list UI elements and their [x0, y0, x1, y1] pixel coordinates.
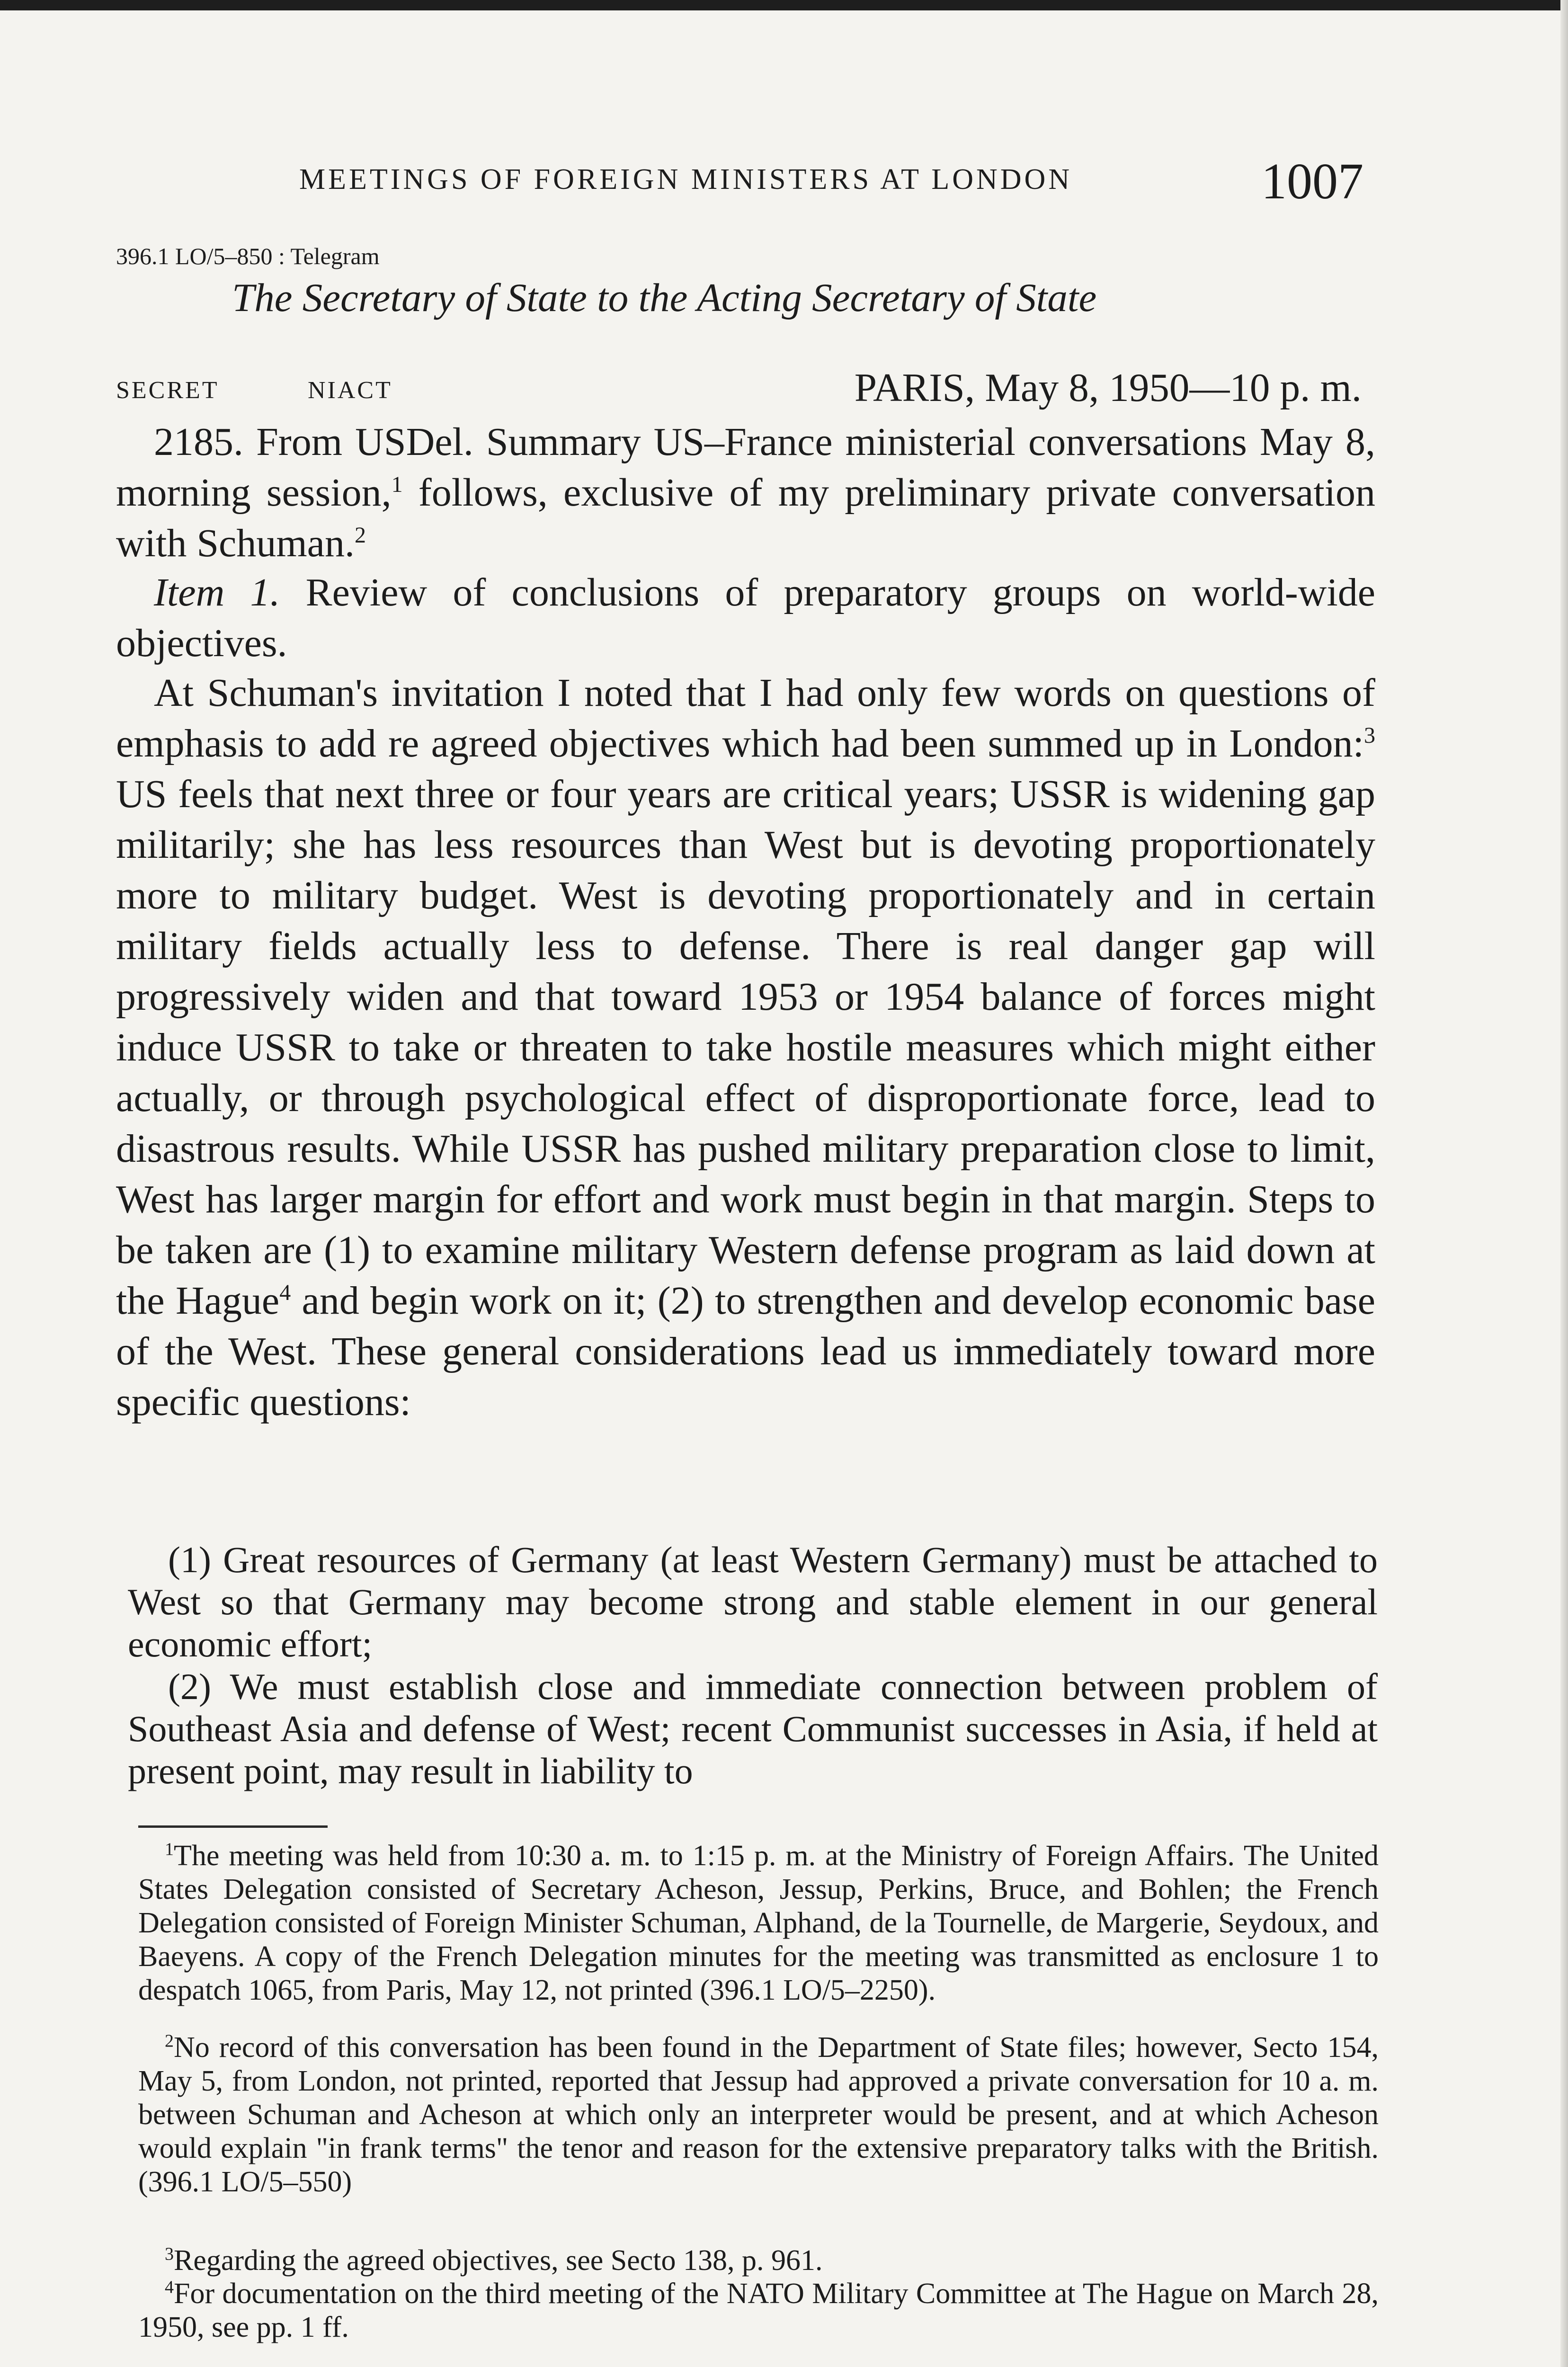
footnote-ref-2: 2: [354, 523, 366, 548]
footnote-ref-3: 3: [1364, 723, 1375, 748]
main-text-3: and begin work on it; (2) to strengthen and develop economic base of the West. These general considerations lead us immediately toward more specific questions:: [116, 1279, 1375, 1424]
classification-label: SECRET: [116, 377, 219, 404]
sub-point-1: (1) Great resources of Germany (at least Western Germany) must be attached to West so that Germany may become strong and stable element in our general economic effort;: [128, 1539, 1378, 1664]
intro-text-2: follows, exclusive of my preliminary private conversation with Schuman.: [116, 471, 1375, 565]
document-title: The Secretary of State to the Acting Secretary of State: [232, 276, 1097, 320]
footnote-separator: [138, 1825, 328, 1828]
page-edge-shadow: [1560, 0, 1568, 2367]
item-label: Item 1.: [154, 570, 280, 614]
item-text: Review of conclusions of preparatory groups on world-wide objectives.: [116, 570, 1375, 665]
page-top-border: [0, 0, 1568, 10]
footnote-marker: 2: [165, 2031, 174, 2051]
page-header: [299, 152, 1363, 210]
page-number: 1007: [1261, 153, 1363, 210]
main-paragraph: [116, 667, 1375, 1427]
footnote-ref-1: 1: [391, 472, 403, 497]
footnote-2: [138, 2031, 1379, 2199]
main-text-2: US feels that next three or four years are critical years; USSR is widening gap militarily; she has less resources than West but is devoting proportionately more to military budget. West is devoting proportionately and in certain military fields actually less to defense. There is real danger gap will progressively widen and that toward 1953 or 1954 balance of forces might induce USSR to take or threaten to take hostile measures which might either actually, or through psychological effect of disproportionate force, lead to disastrous results. While USSR has pushed military preparation close to limit, West has larger margin for effort and work must begin in that margin. Steps to be taken are (1) to examine military Western defense program as laid down at the Hague: [116, 772, 1375, 1323]
item-paragraph: [116, 567, 1375, 668]
footnote-marker: 3: [165, 2244, 174, 2264]
main-text-1: At Schuman's invitation I noted that I had only few words on questions of emphasis to add re agreed objectives which had been summed up in London:: [116, 671, 1375, 765]
footnote-1: [138, 1839, 1379, 2007]
file-reference: 396.1 LO/5–850 : Telegram: [116, 243, 380, 269]
footnote-text: The meeting was held from 10:30 a. m. to 1:15 p. m. at the Ministry of Foreign Affairs. The United States Delegation consisted of Secretary Acheson, Jessup, Perkins, Bruce, and Bohlen; the French Delegation consisted of Foreign Minister Schuman, Alphand, de la Tournelle, de Margerie, Seydoux, and Baeyens. A copy of the French Delegation minutes for the meeting was transmitted as enclosure 1 to despatch 1065, from Paris, May 12, not printed (396.1 LO/5–2250).: [138, 1840, 1379, 2006]
footnote-marker: 1: [165, 1839, 174, 1860]
running-title: MEETINGS OF FOREIGN MINISTERS AT LONDON: [299, 163, 1073, 196]
footnote-3: [138, 2244, 1379, 2278]
intro-text-1: 2185. From USDel. Summary US–France ministerial conversations May 8, morning session,: [116, 420, 1375, 515]
footnote-ref-4: 4: [279, 1280, 291, 1305]
sub-point-2: (2) We must establish close and immediate connection between problem of Southeast Asia and defense of West; recent Communist successes in Asia, if held at present point, may result in liability to: [128, 1666, 1378, 1791]
intro-paragraph: [116, 417, 1375, 569]
dateline: PARIS, May 8, 1950—10 p. m.: [854, 365, 1362, 410]
precedence-label: NIACT: [308, 377, 392, 404]
footnote-marker: 4: [165, 2277, 174, 2297]
footnote-4: [138, 2277, 1379, 2344]
footnote-text: Regarding the agreed objectives, see Secto 138, p. 961.: [174, 2244, 823, 2277]
footnote-text: No record of this conversation has been found in the Department of State files; however, Secto 154, May 5, from London, not printed, reported that Jessup had approved a private conversation for 10 a. m. between Schuman and Acheson at which only an interpreter would be present, and at which Acheson would explain "in frank terms" the tenor and reason for the extensive preparatory talks with the British. (396.1 LO/5–550): [138, 2031, 1379, 2198]
footnote-text: For documentation on the third meeting of the NATO Military Committee at The Hague on March 28, 1950, see pp. 1 ff.: [138, 2278, 1379, 2343]
